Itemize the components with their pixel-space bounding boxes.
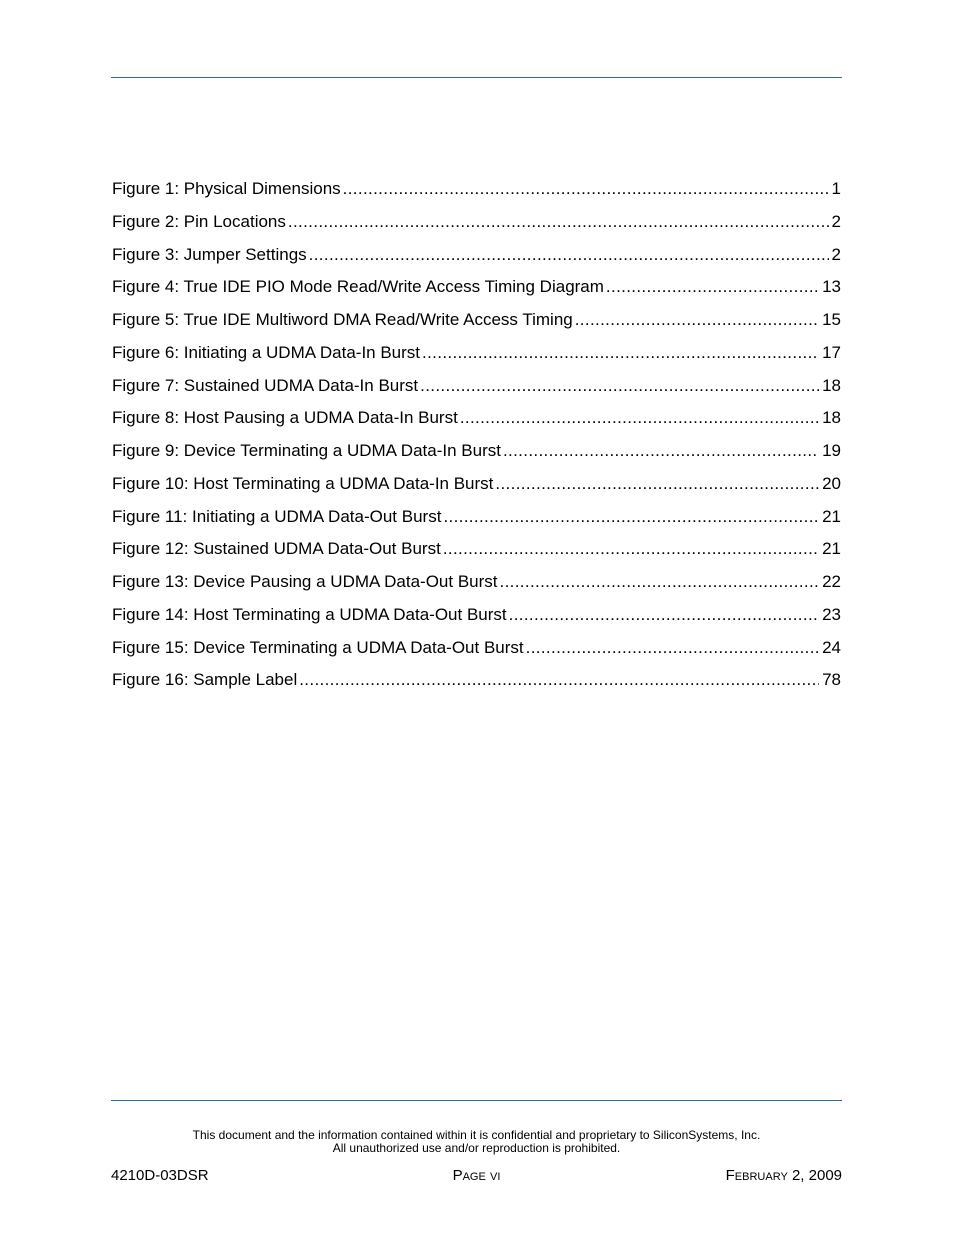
toc-entry[interactable]: [112, 209, 841, 242]
toc-entry-label: Figure 15: Device Terminating a UDMA Data-Out Burst: [112, 637, 524, 657]
toc-entry-page: 2: [831, 211, 841, 231]
toc-entry[interactable]: [112, 340, 841, 373]
toc-entry-label: Figure 1: Physical Dimensions: [112, 179, 341, 198]
toc-dot-leader: [343, 176, 829, 202]
toc-entry-page: 24: [822, 637, 841, 657]
toc-dot-leader: [299, 667, 819, 693]
toc-dot-leader: [503, 438, 819, 464]
toc-dot-leader: [509, 602, 819, 628]
toc-entry[interactable]: [112, 667, 841, 700]
toc-entry-page: 17: [822, 342, 841, 362]
list-of-figures: [112, 176, 841, 700]
toc-entry-page: 15: [822, 310, 841, 329]
toc-entry-page: 22: [822, 572, 841, 591]
toc-entry[interactable]: [112, 569, 841, 602]
toc-entry[interactable]: [112, 438, 841, 471]
toc-entry[interactable]: [112, 307, 841, 340]
toc-entry-label: Figure 4: True IDE PIO Mode Read/Write Access Timing Diagram: [112, 277, 604, 297]
toc-entry[interactable]: [112, 274, 841, 307]
toc-entry-label: Figure 16: Sample Label: [112, 670, 298, 690]
toc-dot-leader: [443, 536, 819, 562]
toc-entry[interactable]: [112, 504, 841, 537]
toc-dot-leader: [443, 504, 819, 530]
toc-dot-leader: [420, 373, 819, 399]
document-number: 4210D-03DSR: [111, 1167, 209, 1184]
toc-entry[interactable]: [112, 471, 841, 504]
toc-entry-label: Figure 9: Device Terminating a UDMA Data-In Burst: [112, 441, 501, 460]
toc-entry[interactable]: [112, 373, 841, 406]
toc-entry-label: Figure 10: Host Terminating a UDMA Data-In Burst: [112, 473, 494, 493]
toc-entry-page: 13: [822, 277, 841, 297]
toc-entry[interactable]: [112, 602, 841, 635]
confidentiality-notice: [111, 1129, 842, 1154]
toc-dot-leader: [575, 307, 819, 333]
toc-entry-label: Figure 11: Initiating a UDMA Data-Out Burst: [112, 506, 442, 526]
toc-dot-leader: [288, 209, 829, 235]
toc-entry-page: 21: [822, 539, 841, 559]
toc-entry-page: 20: [822, 473, 841, 493]
page-number: Page vi: [452, 1167, 501, 1184]
toc-entry-page: 23: [822, 604, 841, 624]
toc-entry[interactable]: [112, 635, 841, 668]
page-footer: [111, 1166, 842, 1186]
confidentiality-line-1: This document and the information contained within it is confidential and proprietary to SiliconSystems, Inc.: [192, 1128, 761, 1142]
toc-entry-label: Figure 14: Host Terminating a UDMA Data-Out Burst: [112, 604, 507, 624]
toc-entry-page: 21: [822, 506, 841, 526]
toc-entry-label: Figure 2: Pin Locations: [112, 211, 286, 231]
toc-dot-leader: [495, 471, 819, 497]
toc-entry[interactable]: [112, 176, 841, 209]
toc-entry-label: Figure 3: Jumper Settings: [112, 244, 307, 264]
toc-entry-page: 2: [831, 244, 841, 264]
toc-entry-label: Figure 12: Sustained UDMA Data-Out Burst: [112, 539, 441, 559]
toc-entry[interactable]: [112, 405, 841, 438]
toc-entry-label: Figure 6: Initiating a UDMA Data-In Burst: [112, 342, 421, 362]
toc-entry-label: Figure 7: Sustained UDMA Data-In Burst: [112, 375, 419, 395]
toc-dot-leader: [309, 242, 829, 268]
document-date: February 2, 2009: [725, 1167, 842, 1184]
toc-entry-page: 1: [831, 179, 841, 198]
footer-rule: [111, 1100, 842, 1101]
toc-entry-label: Figure 5: True IDE Multiword DMA Read/Write Access Timing: [112, 310, 573, 329]
toc-dot-leader: [460, 405, 819, 431]
toc-entry-page: 18: [822, 408, 841, 428]
toc-entry[interactable]: [112, 536, 841, 569]
toc-dot-leader: [606, 274, 819, 300]
toc-dot-leader: [422, 340, 819, 366]
confidentiality-line-2: All unauthorized use and/or reproduction is prohibited.: [332, 1140, 621, 1155]
toc-dot-leader: [500, 569, 820, 595]
toc-entry-page: 78: [822, 670, 841, 690]
header-rule: [111, 77, 842, 78]
toc-entry-label: Figure 13: Device Pausing a UDMA Data-Out Burst: [112, 572, 498, 591]
toc-entry-page: 19: [822, 441, 841, 460]
toc-entry-label: Figure 8: Host Pausing a UDMA Data-In Burst: [112, 408, 458, 428]
toc-entry-page: 18: [822, 375, 841, 395]
toc-dot-leader: [526, 635, 819, 661]
toc-entry[interactable]: [112, 242, 841, 275]
